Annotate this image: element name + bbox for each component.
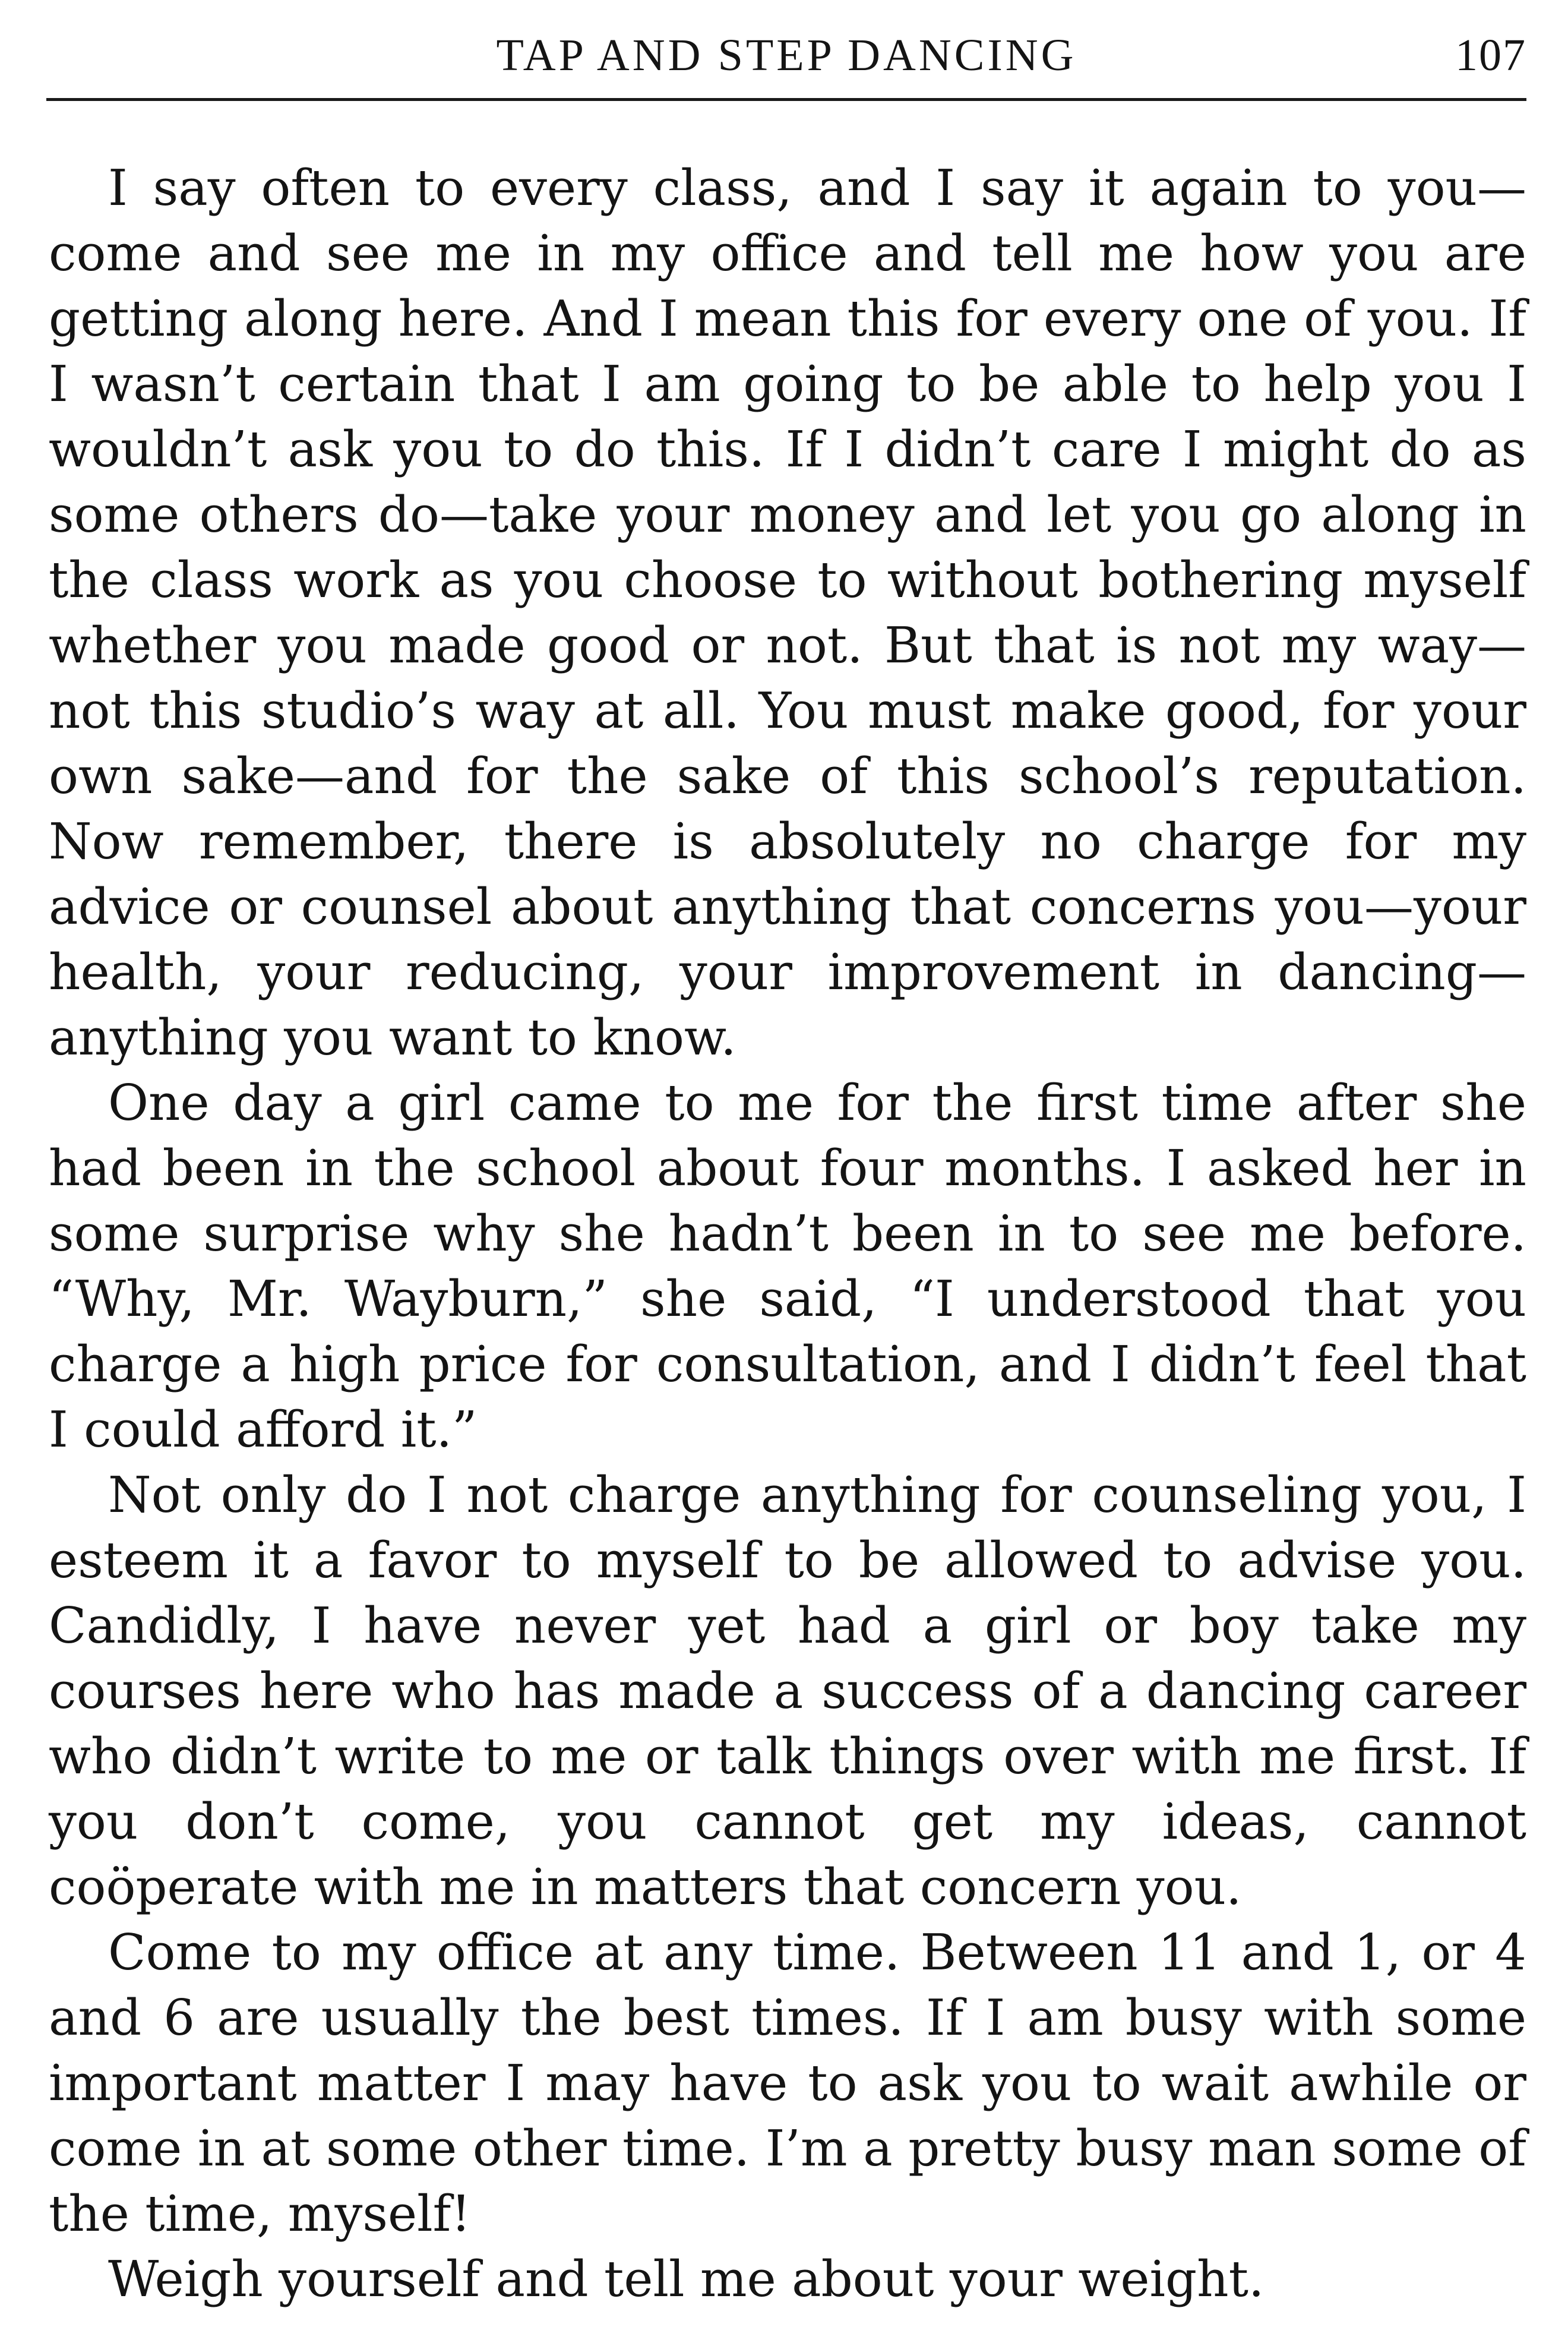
running-title: TAP AND STEP DANCING <box>496 30 1077 80</box>
page-number: 107 <box>1455 30 1526 80</box>
paragraph-4: Come to my office at any time. Between 11 and 1, or 4 and 6 are usually the best times. If I am busy with some important matter I may have to ask you to wait awhile or come in at some other time. I’m a pretty busy man some of the time, myself! <box>49 1924 1526 2243</box>
running-head <box>46 29 1526 82</box>
paragraph-2: One day a girl came to me for the first time after she had been in the school about four months. I asked her in some surprise why she hadn’t been in to see me before. “Why, Mr. Wayburn,” she said, “I understood that you charge a high price for consultation, and I didn’t feel that I could afford it.” <box>49 1074 1526 1458</box>
body-text <box>49 156 1526 2312</box>
paragraph-3: Not only do I not charge anything for counseling you, I esteem it a favor to myself to be allowed to advise you. Candidly, I have never yet had a girl or boy take my courses here who has made a success of a dancing career who didn’t write to me or talk things over with me first. If you don’t come, you cannot get my ideas, cannot coöperate with me in matters that concern you. <box>49 1466 1526 1916</box>
header-rule <box>46 98 1526 101</box>
paragraph-5: Weigh yourself and tell me about your weight. <box>108 2250 1264 2308</box>
paragraph-1: I say often to every class, and I say it again to you—come and see me in my office and tell me how you are getting along here. And I mean this for every one of you. If I wasn’t certain that I am going to be able to help you I wouldn’t ask you to do this. If I didn’t care I might do as some others do—take your money and let you go along in the class work as you choose to without bothering myself whether you made good or not. But that is not my way—not this studio’s way at all. You must make good, for your own sake—and for the sake of this school’s reputation. Now remember, there is absolutely no charge for my advice or counsel about anything that concerns you—your health, your reducing, your improvement in dancing—anything you want to know. <box>49 159 1526 1066</box>
